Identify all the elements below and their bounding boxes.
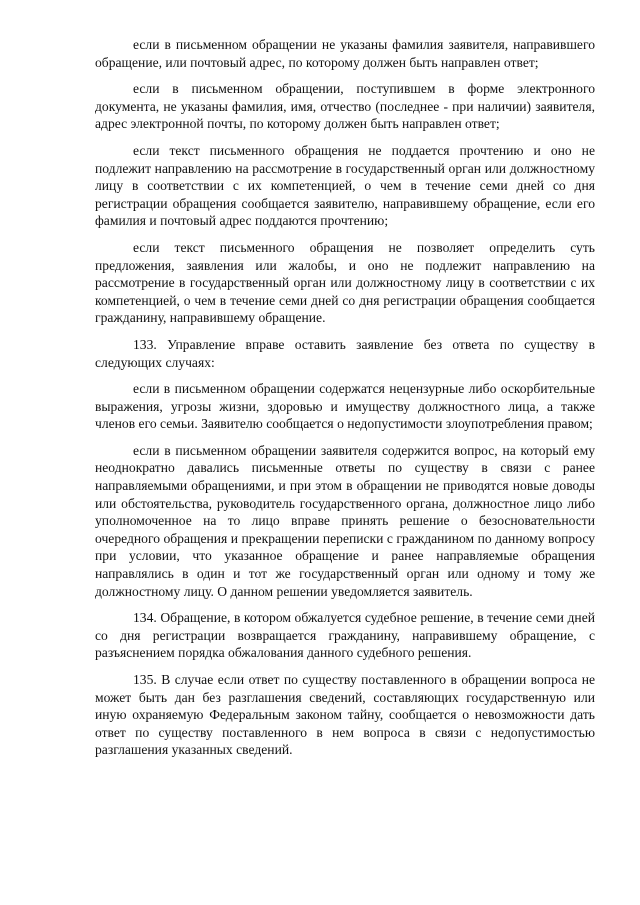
paragraph-electronic-document: если в письменном обращении, поступившем в форме электронного документа, не указаны фамилия, имя, отчество (последнее - при наличии) заявителя, адрес электронной почты, по которому должен быть направлен ответ; [95, 81, 595, 132]
paragraph-unreadable-text: если текст письменного обращения не поддается прочтению и оно не подлежит направлению на рассмотрение в государственный орган или должностному лицу в соответствии с их компетенцией, о чем в течение семи дней со дня регистрации обращения сообщается заявителю, направившему обращение, если его фамилия и почтовый адрес поддаются прочтению; [95, 142, 595, 229]
paragraph-133: 133. Управление вправе оставить заявление без ответа по существу в следующих случаях: [95, 336, 595, 370]
paragraph-135: 135. В случае если ответ по существу поставленного в обращении вопроса не может быть дан без разглашения сведений, составляющих государственную или иную охраняемую Федеральным законом тайну, сообщается о невозможности дать ответ по существу поставленного в нем вопроса в связи с недопустимостью разглашения указанных сведений. [95, 672, 595, 758]
paragraph-repeated-question: если в письменном обращении заявителя содержится вопрос, на который ему неоднократно давались письменные ответы по существу в связи с ранее направляемыми обращениями, и при этом в обращении не приводятся новые доводы или обстоятельства, руководитель государственного органа, должностное лицо либо уполномоченное на то лицо вправе принять решение о безосновательности очередного обращения и прекращении переписки с гражданином по данному вопросу при условии, что указанное обращение и ранее направляемые обращения направлялись в один и тот же государственный орган или одному и тому же должностному лицу. О данном решении уведомляется заявитель. [95, 442, 595, 599]
paragraph-obscene-language: если в письменном обращении содержатся нецензурные либо оскорбительные выражения, угрозы жизни, здоровью и имуществу должностного лица, а также членов его семьи. Заявителю сообщается о недопустимости злоупотребления правом; [95, 381, 595, 432]
paragraph-missing-name-address: если в письменном обращении не указаны фамилия заявителя, направившего обращение, или почтовый адрес, по которому должен быть направлен ответ; [95, 37, 595, 70]
document-page [95, 36, 595, 768]
paragraph-undeterminable-essence: если текст письменного обращения не позволяет определить суть предложения, заявления или жалобы, и оно не подлежит направлению на рассмотрение в государственный орган или должностному лицу в соответствии с их компетенцией, о чем в течение семи дней со дня регистрации обращения сообщается гражданину, направившему обращение. [95, 239, 595, 326]
paragraph-134: 134. Обращение, в котором обжалуется судебное решение, в течение семи дней со дня регистрации возвращается гражданину, направившему обращение, с разъяснением порядка обжалования данного судебного решения. [95, 610, 595, 661]
